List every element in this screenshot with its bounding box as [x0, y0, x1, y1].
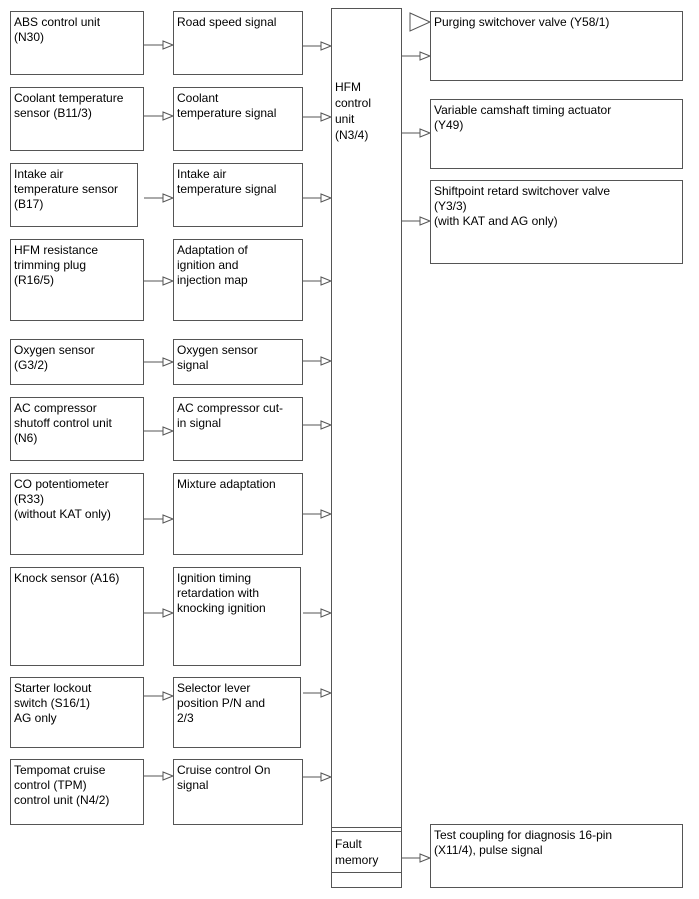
fault-to-test-coupling-arrow-arrowhead: [420, 854, 430, 862]
signal-to-ecu-arrow-2-arrowhead: [321, 194, 331, 202]
signal-box-intake-air-temp: Intake air temperature signal: [173, 163, 303, 227]
fault-memory-label: Fault memory: [335, 837, 379, 867]
hfm-control-unit-label: HFM control unit (N3/4): [335, 80, 372, 142]
fault-memory-bottom-line: [332, 872, 401, 873]
signal-to-ecu-arrow-5-arrowhead: [321, 421, 331, 429]
signal-to-ecu-arrow-1-arrowhead: [321, 113, 331, 121]
signal-to-ecu-arrow-7-arrowhead: [321, 609, 331, 617]
sensor-box-starter-lockout: Starter lockout switch (S16/1) AG only: [10, 677, 144, 748]
output-box-shiftpoint-valve: Shiftpoint retard switchover valve (Y3/3) (with KAT and AG only): [430, 180, 683, 264]
signal-box-cruise-control: Cruise control On signal: [173, 759, 303, 825]
sensor-box-tempomat: Tempomat cruise control (TPM) control unit (N4/2): [10, 759, 144, 825]
output-box-camshaft-actuator: Variable camshaft timing actuator (Y49): [430, 99, 683, 169]
sensor-to-signal-arrow-6-arrowhead: [163, 515, 173, 523]
signal-to-ecu-arrow-0-arrowhead: [321, 42, 331, 50]
sensor-box-co-potentiometer: CO potentiometer (R33) (without KAT only): [10, 473, 144, 555]
fault-memory-divider: [332, 831, 401, 832]
fault-memory-section: [332, 827, 401, 872]
sensor-to-signal-arrow-3-arrowhead: [163, 277, 173, 285]
signal-to-ecu-arrow-9-arrowhead: [321, 773, 331, 781]
sensor-to-signal-arrow-1-arrowhead: [163, 112, 173, 120]
signal-box-adaptation-map: Adaptation of ignition and injection map: [173, 239, 303, 321]
ecu-to-shiftpoint-arrow-arrowhead: [420, 217, 430, 225]
sensor-to-signal-arrow-8-arrowhead: [163, 692, 173, 700]
sensor-to-signal-arrow-5-arrowhead: [163, 427, 173, 435]
signal-box-oxygen: Oxygen sensor signal: [173, 339, 303, 385]
ecu-to-camshaft-arrow-arrowhead: [420, 129, 430, 137]
sensor-box-intake-air: Intake air temperature sensor (B17): [10, 163, 138, 227]
sensor-to-signal-arrow-7-arrowhead: [163, 609, 173, 617]
signal-box-selector-lever: Selector lever position P/N and 2/3: [173, 677, 301, 748]
sensor-to-signal-arrow-2-arrowhead: [163, 194, 173, 202]
signal-to-ecu-arrow-8-arrowhead: [321, 689, 331, 697]
signal-box-ac-cut-in: AC compressor cut- in signal: [173, 397, 303, 461]
sensor-box-oxygen: Oxygen sensor (G3/2): [10, 339, 144, 385]
signal-to-ecu-arrow-4-arrowhead: [321, 357, 331, 365]
sensor-box-hfm-trimming: HFM resistance trimming plug (R16/5): [10, 239, 144, 321]
output-box-test-coupling: Test coupling for diagnosis 16-pin (X11/4), pulse signal: [430, 824, 683, 888]
signal-to-ecu-arrow-6-arrowhead: [321, 510, 331, 518]
signal-box-coolant-temp: Coolant temperature signal: [173, 87, 303, 151]
sensor-to-signal-arrow-0-arrowhead: [163, 41, 173, 49]
sensor-to-signal-arrow-9-arrowhead: [163, 772, 173, 780]
sensor-to-signal-arrow-4-arrowhead: [163, 358, 173, 366]
sensor-box-knock: Knock sensor (A16): [10, 567, 144, 666]
sensor-box-abs: ABS control unit (N30): [10, 11, 144, 75]
hfm-control-unit: [331, 8, 402, 888]
signal-box-ignition-retard: Ignition timing retardation with knocking ignition: [173, 567, 301, 666]
output-box-purging-valve: Purging switchover valve (Y58/1): [430, 11, 683, 81]
ecu-to-purging-arrow-arrowhead: [420, 52, 430, 60]
purging-valve-input-arrow-arrowhead: [410, 13, 430, 31]
signal-to-ecu-arrow-3-arrowhead: [321, 277, 331, 285]
sensor-box-coolant: Coolant temperature sensor (B11/3): [10, 87, 144, 151]
signal-box-road-speed: Road speed signal: [173, 11, 303, 75]
sensor-box-ac-compressor: AC compressor shutoff control unit (N6): [10, 397, 144, 461]
signal-box-mixture: Mixture adaptation: [173, 473, 303, 555]
